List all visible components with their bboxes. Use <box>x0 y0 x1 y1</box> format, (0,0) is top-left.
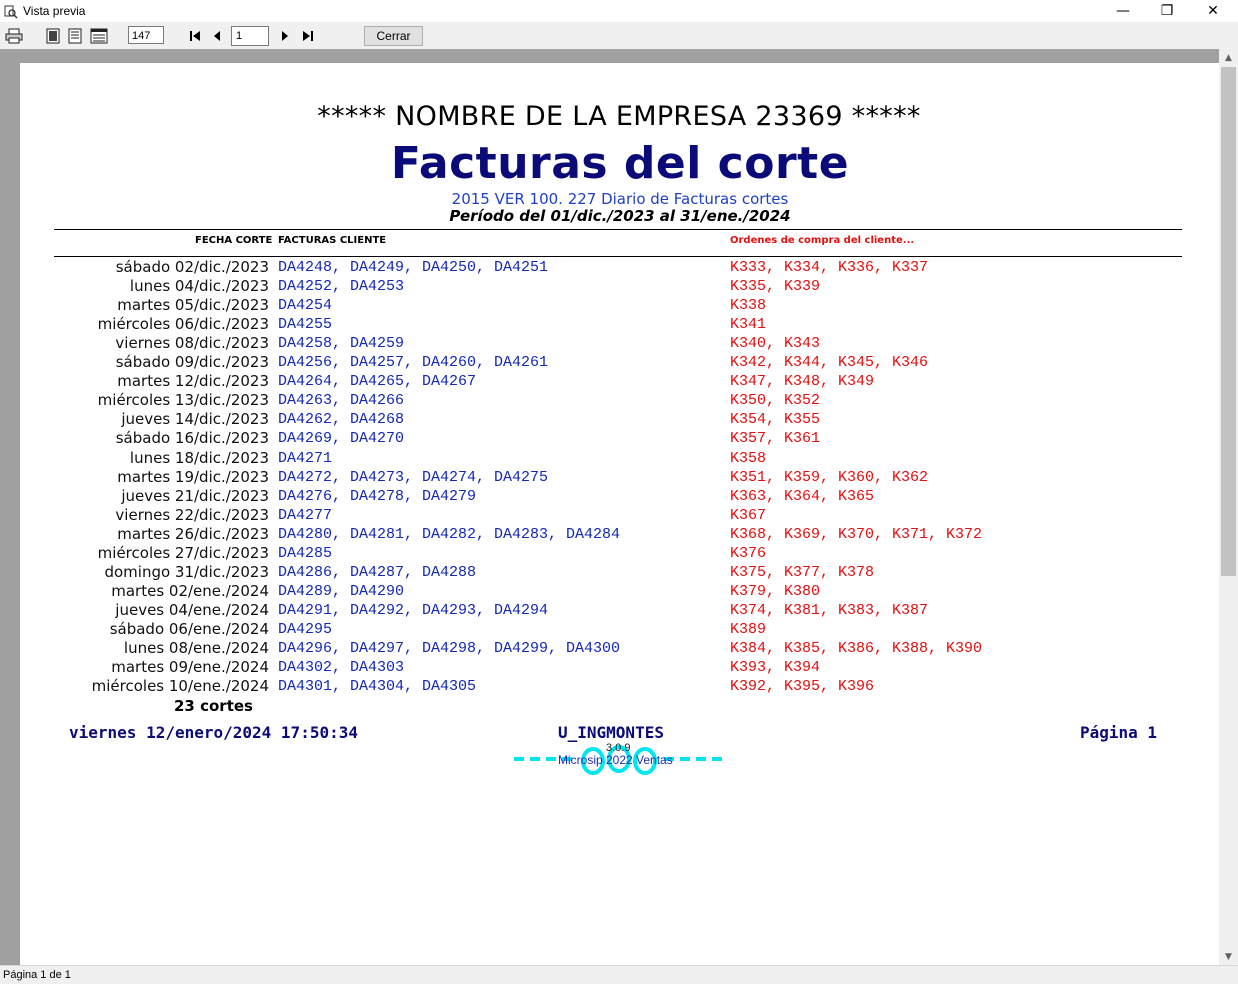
table-row <box>20 487 1219 506</box>
ordenes-cell: K335, K339 <box>730 278 821 296</box>
preview-magnifier-icon <box>4 4 18 18</box>
next-page-icon <box>279 30 291 42</box>
next-page-button[interactable] <box>275 26 295 46</box>
footer-date: viernes 12/enero/2024 17:50:34 <box>69 723 358 742</box>
fecha-cell: lunes 04/dic./2023 <box>129 277 269 296</box>
ordenes-cell: K357, K361 <box>730 430 821 448</box>
fecha-cell: miércoles 06/dic./2023 <box>97 315 269 334</box>
company-name: ***** NOMBRE DE LA EMPRESA 23369 ***** <box>317 101 921 132</box>
column-facturas-cliente: FACTURAS CLIENTE <box>278 235 387 246</box>
ordenes-cell: K392, K395, K396 <box>730 678 875 696</box>
table-row <box>20 525 1219 544</box>
facturas-cell: DA4276, DA4278, DA4279 <box>278 487 477 505</box>
report-subtitle: 2015 VER 100. 227 Diario de Facturas cortes <box>451 190 789 208</box>
table-row <box>20 506 1219 525</box>
ordenes-cell: K333, K334, K336, K337 <box>730 259 929 276</box>
facturas-cell: DA4272, DA4273, DA4274, DA4275 <box>278 468 549 486</box>
table-row <box>20 677 1219 696</box>
multi-page-view-button[interactable] <box>89 26 109 46</box>
table-row <box>20 277 1219 296</box>
fecha-cell: lunes 18/dic./2023 <box>129 448 269 467</box>
fecha-cell: jueves 14/dic./2023 <box>121 410 269 429</box>
page-number-input[interactable]: 1 <box>231 26 269 46</box>
facturas-cell: DA4285 <box>278 544 333 562</box>
product-label: Microsip 2022 Ventas <box>558 753 673 767</box>
ordenes-cell: K367 <box>730 506 767 524</box>
page-width-icon <box>67 28 83 44</box>
page-view-icon <box>45 28 61 44</box>
scroll-thumb[interactable] <box>1221 67 1236 576</box>
table-row <box>20 391 1219 410</box>
preview-viewport[interactable] <box>0 49 1219 965</box>
fecha-cell: miércoles 13/dic./2023 <box>97 391 269 410</box>
ordenes-cell: K368, K369, K370, K371, K372 <box>730 525 983 543</box>
ordenes-cell: K379, K380 <box>730 582 821 600</box>
table-row <box>20 658 1219 677</box>
total-cortes: 23 cortes <box>174 697 253 715</box>
fecha-cell: sábado 16/dic./2023 <box>115 429 269 448</box>
fecha-cell: martes 19/dic./2023 <box>117 467 269 486</box>
ordenes-cell: K358 <box>730 449 767 467</box>
ordenes-cell: K347, K348, K349 <box>730 373 875 391</box>
facturas-cell: DA4263, DA4266 <box>278 392 405 410</box>
window-title: Vista previa <box>23 4 86 18</box>
fecha-cell: martes 05/dic./2023 <box>117 296 269 315</box>
table-row <box>20 296 1219 315</box>
table-row <box>20 544 1219 563</box>
restore-icon: ❐ <box>1160 3 1174 19</box>
minimize-icon: — <box>1116 3 1130 19</box>
table-row <box>20 582 1219 601</box>
report-title: Facturas del corte <box>390 138 850 189</box>
fecha-cell: martes 26/dic./2023 <box>117 524 269 543</box>
fecha-cell: miércoles 10/ene./2024 <box>91 677 269 696</box>
fecha-cell: miércoles 27/dic./2023 <box>97 543 269 562</box>
ordenes-cell: K363, K364, K365 <box>730 487 875 505</box>
facturas-cell: DA4271 <box>278 449 333 467</box>
facturas-cell: DA4295 <box>278 620 333 638</box>
close-icon: ✕ <box>1207 3 1219 19</box>
previous-page-button[interactable] <box>207 26 227 46</box>
facturas-cell: DA4302, DA4303 <box>278 659 405 677</box>
ordenes-cell: K374, K381, K383, K387 <box>730 601 929 619</box>
restore-button[interactable] <box>1144 0 1190 22</box>
ordenes-cell: K340, K343 <box>730 335 821 353</box>
footer-page-number: Página 1 <box>1080 723 1158 742</box>
facturas-cell: DA4255 <box>278 316 333 334</box>
minimize-button[interactable] <box>1100 0 1146 22</box>
fecha-cell: domingo 31/dic./2023 <box>104 562 269 581</box>
fecha-cell: jueves 21/dic./2023 <box>121 486 269 505</box>
facturas-cell: DA4252, DA4253 <box>278 278 405 296</box>
ordenes-cell: K350, K352 <box>730 392 821 410</box>
scroll-up-arrow-icon[interactable]: ▲ <box>1225 52 1232 63</box>
facturas-cell: DA4291, DA4292, DA4293, DA4294 <box>278 601 549 619</box>
vertical-scrollbar[interactable] <box>1219 49 1238 965</box>
ordenes-cell: K351, K359, K360, K362 <box>730 468 929 486</box>
one-page-view-button[interactable] <box>43 26 63 46</box>
table-row <box>20 449 1219 468</box>
fecha-cell: sábado 06/ene./2024 <box>109 619 269 638</box>
ordenes-cell: K384, K385, K386, K388, K390 <box>730 640 983 657</box>
header-top-rule <box>54 229 1182 230</box>
table-row <box>20 258 1219 277</box>
facturas-cell: DA4254 <box>278 297 333 315</box>
table-row <box>20 620 1219 639</box>
table-row <box>20 468 1219 487</box>
table-row <box>20 639 1219 658</box>
list-view-icon <box>90 28 108 44</box>
close-window-button[interactable] <box>1190 0 1236 22</box>
footer-user: U_INGMONTES <box>558 723 664 742</box>
facturas-cell: DA4269, DA4270 <box>278 430 405 448</box>
table-row <box>20 563 1219 582</box>
zoom-field[interactable]: 147 <box>128 26 164 44</box>
fecha-cell: sábado 09/dic./2023 <box>115 353 269 372</box>
page-width-view-button[interactable] <box>65 26 85 46</box>
table-row <box>20 410 1219 429</box>
report-period: Período del 01/dic./2023 al 31/ene./2024 <box>449 207 791 225</box>
facturas-cell: DA4264, DA4265, DA4267 <box>278 373 477 391</box>
header-bottom-rule <box>54 256 1182 257</box>
ordenes-cell: K338 <box>730 297 767 315</box>
facturas-cell: DA4248, DA4249, DA4250, DA4251 <box>278 259 549 276</box>
version-label: 3.0.9 <box>606 742 631 754</box>
fecha-cell: martes 09/ene./2024 <box>111 658 269 677</box>
report-page <box>20 63 1219 965</box>
last-page-icon <box>302 30 314 42</box>
facturas-cell: DA4289, DA4290 <box>278 582 405 600</box>
fecha-cell: martes 12/dic./2023 <box>117 372 269 391</box>
print-button[interactable] <box>4 26 24 46</box>
facturas-cell: DA4258, DA4259 <box>278 335 405 353</box>
table-row <box>20 372 1219 391</box>
ordenes-cell: K389 <box>730 620 767 638</box>
table-row <box>20 353 1219 372</box>
previous-page-icon <box>211 30 223 42</box>
facturas-cell: DA4286, DA4287, DA4288 <box>278 563 477 581</box>
column-ordenes-compra: Ordenes de compra del cliente... <box>730 235 915 246</box>
facturas-cell: DA4296, DA4297, DA4298, DA4299, DA4300 <box>278 640 621 657</box>
table-row <box>20 429 1219 448</box>
facturas-cell: DA4256, DA4257, DA4260, DA4261 <box>278 354 549 372</box>
table-row <box>20 315 1219 334</box>
ordenes-cell: K342, K344, K345, K346 <box>730 354 929 372</box>
table-row <box>20 601 1219 620</box>
ordenes-cell: K376 <box>730 544 767 562</box>
fecha-cell: sábado 02/dic./2023 <box>115 258 269 276</box>
close-preview-button[interactable]: Cerrar <box>364 26 423 46</box>
printer-icon <box>5 28 23 44</box>
column-fecha-corte: FECHA CORTE <box>195 235 273 246</box>
fecha-cell: viernes 08/dic./2023 <box>115 334 269 353</box>
first-page-button[interactable] <box>185 26 205 46</box>
fecha-cell: lunes 08/ene./2024 <box>123 639 269 657</box>
facturas-cell: DA4301, DA4304, DA4305 <box>278 678 477 696</box>
status-bar: Página 1 de 1 <box>0 965 1238 984</box>
table-row <box>20 334 1219 353</box>
first-page-icon <box>189 30 201 42</box>
fecha-cell: martes 02/ene./2024 <box>111 581 269 600</box>
ordenes-cell: K393, K394 <box>730 659 821 677</box>
facturas-cell: DA4280, DA4281, DA4282, DA4283, DA4284 <box>278 525 621 543</box>
fecha-cell: viernes 22/dic./2023 <box>115 505 269 524</box>
fecha-cell: jueves 04/ene./2024 <box>115 600 269 619</box>
toolbar <box>0 22 1238 50</box>
ordenes-cell: K354, K355 <box>730 411 821 429</box>
facturas-cell: DA4262, DA4268 <box>278 411 405 429</box>
scroll-down-arrow-icon[interactable]: ▼ <box>1225 951 1232 962</box>
title-bar <box>0 0 1238 22</box>
facturas-cell: DA4277 <box>278 506 333 524</box>
ordenes-cell: K375, K377, K378 <box>730 563 875 581</box>
ordenes-cell: K341 <box>730 316 767 334</box>
last-page-button[interactable] <box>298 26 318 46</box>
